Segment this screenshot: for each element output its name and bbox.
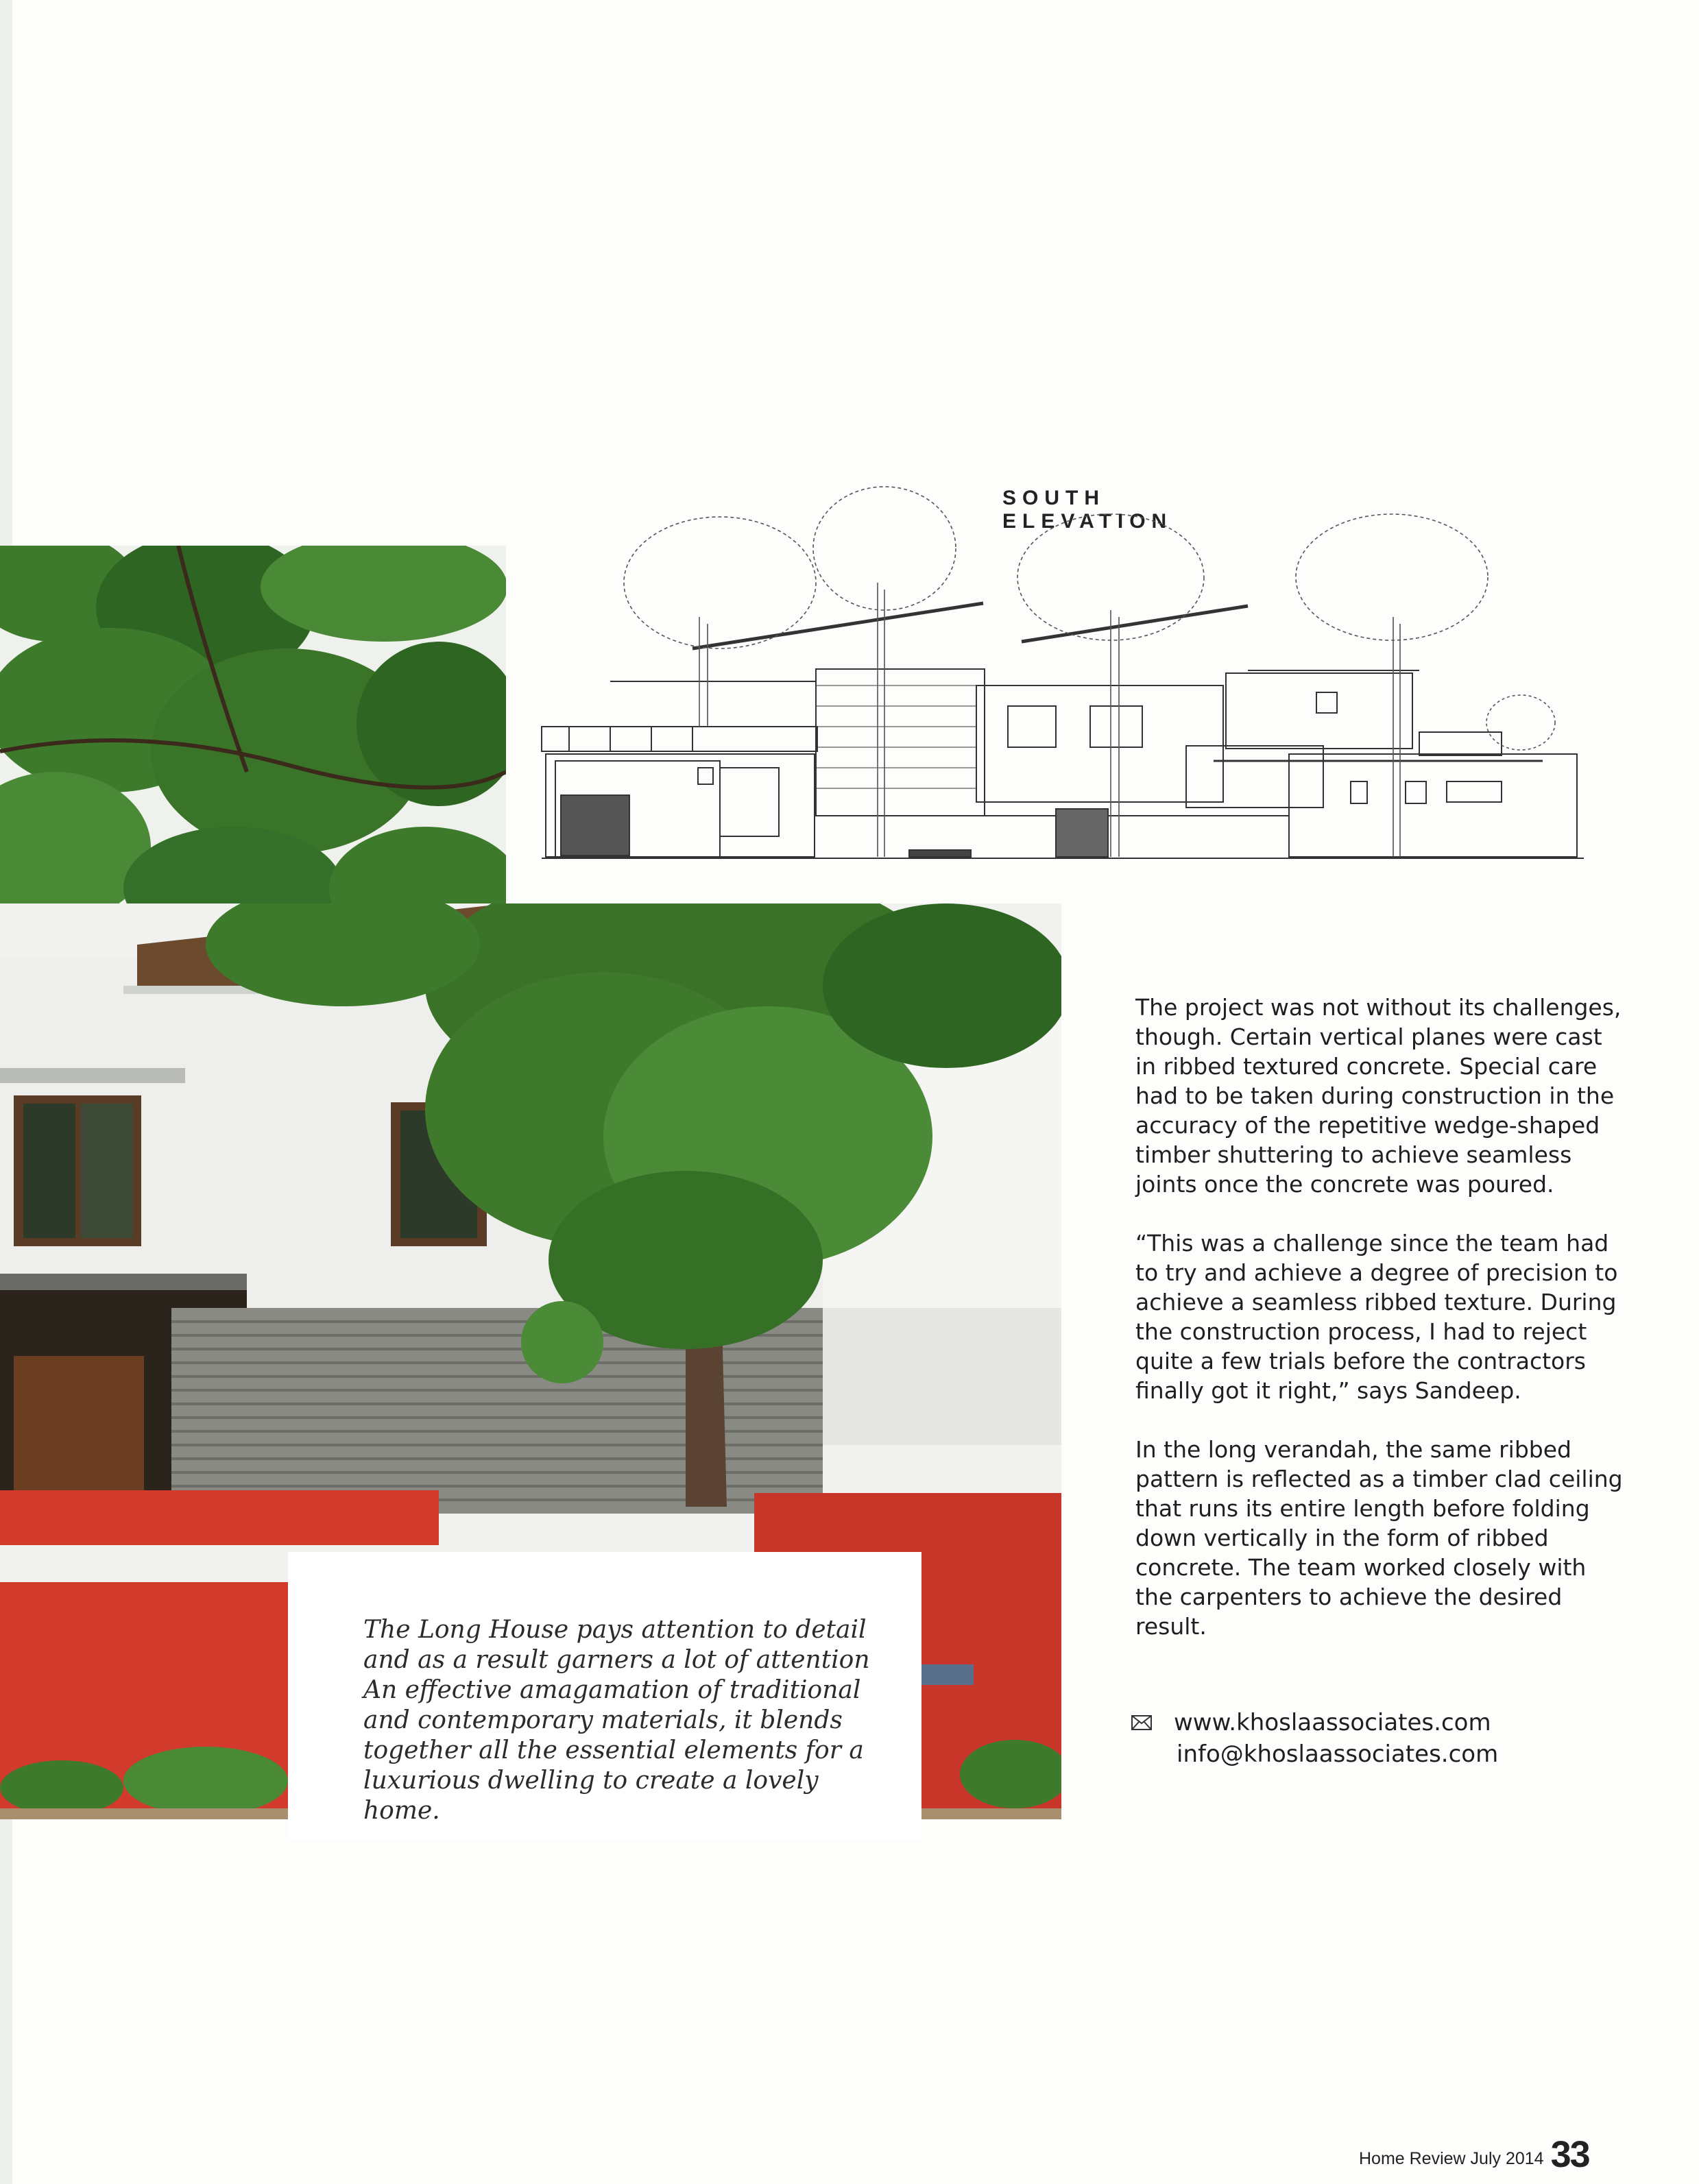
tree-canopy-photo [0, 546, 506, 930]
drawing-title: SOUTH ELEVATION [1002, 487, 1173, 533]
paragraph-challenges: The project was not without its challenges, though. Certain vertical planes were cast in ribbed textured concrete. Special care had to be taken during construction in the accuracy of the repetitive wedge-shaped timber shuttering to achieve seamless joints once the concrete was poured. [1135, 994, 1622, 1198]
website-link[interactable]: www.khoslaassociates.com [1174, 1709, 1491, 1736]
page-number: 33 [1550, 2134, 1589, 2175]
envelope-icon [1131, 1715, 1152, 1730]
paragraph-quote: “This was a challenge since the team had to try and achieve a degree of precision to achieve a seamless ribbed texture. During the construction process, I had to reject quite a few trials before the contractors finally got it right,” says Sandeep. [1135, 1230, 1618, 1404]
magazine-issue: Home Review July 2014 [1359, 2149, 1544, 2168]
email-link[interactable]: info@khoslaassociates.com [1177, 1740, 1499, 1768]
photo-caption: The Long House pays attention to detail and as a result garners a lot of attention An effective amagamation of traditional and contemporary materials, it blends together all the essential elements for a luxurious dwelling to create a lovely home. [363, 1616, 870, 1825]
paragraph-verandah: In the long verandah, the same ribbed pattern is reflected as a timber clad ceiling that runs its entire length before folding down vertically in the form of ribbed concrete. The team worked closely with the carpenters to achieve the desired result. [1135, 1436, 1623, 1640]
article-body [1135, 993, 1629, 1671]
south-elevation-drawing [528, 480, 1598, 864]
contact-block [1131, 1707, 1625, 1770]
page-footer [1359, 2135, 1589, 2173]
